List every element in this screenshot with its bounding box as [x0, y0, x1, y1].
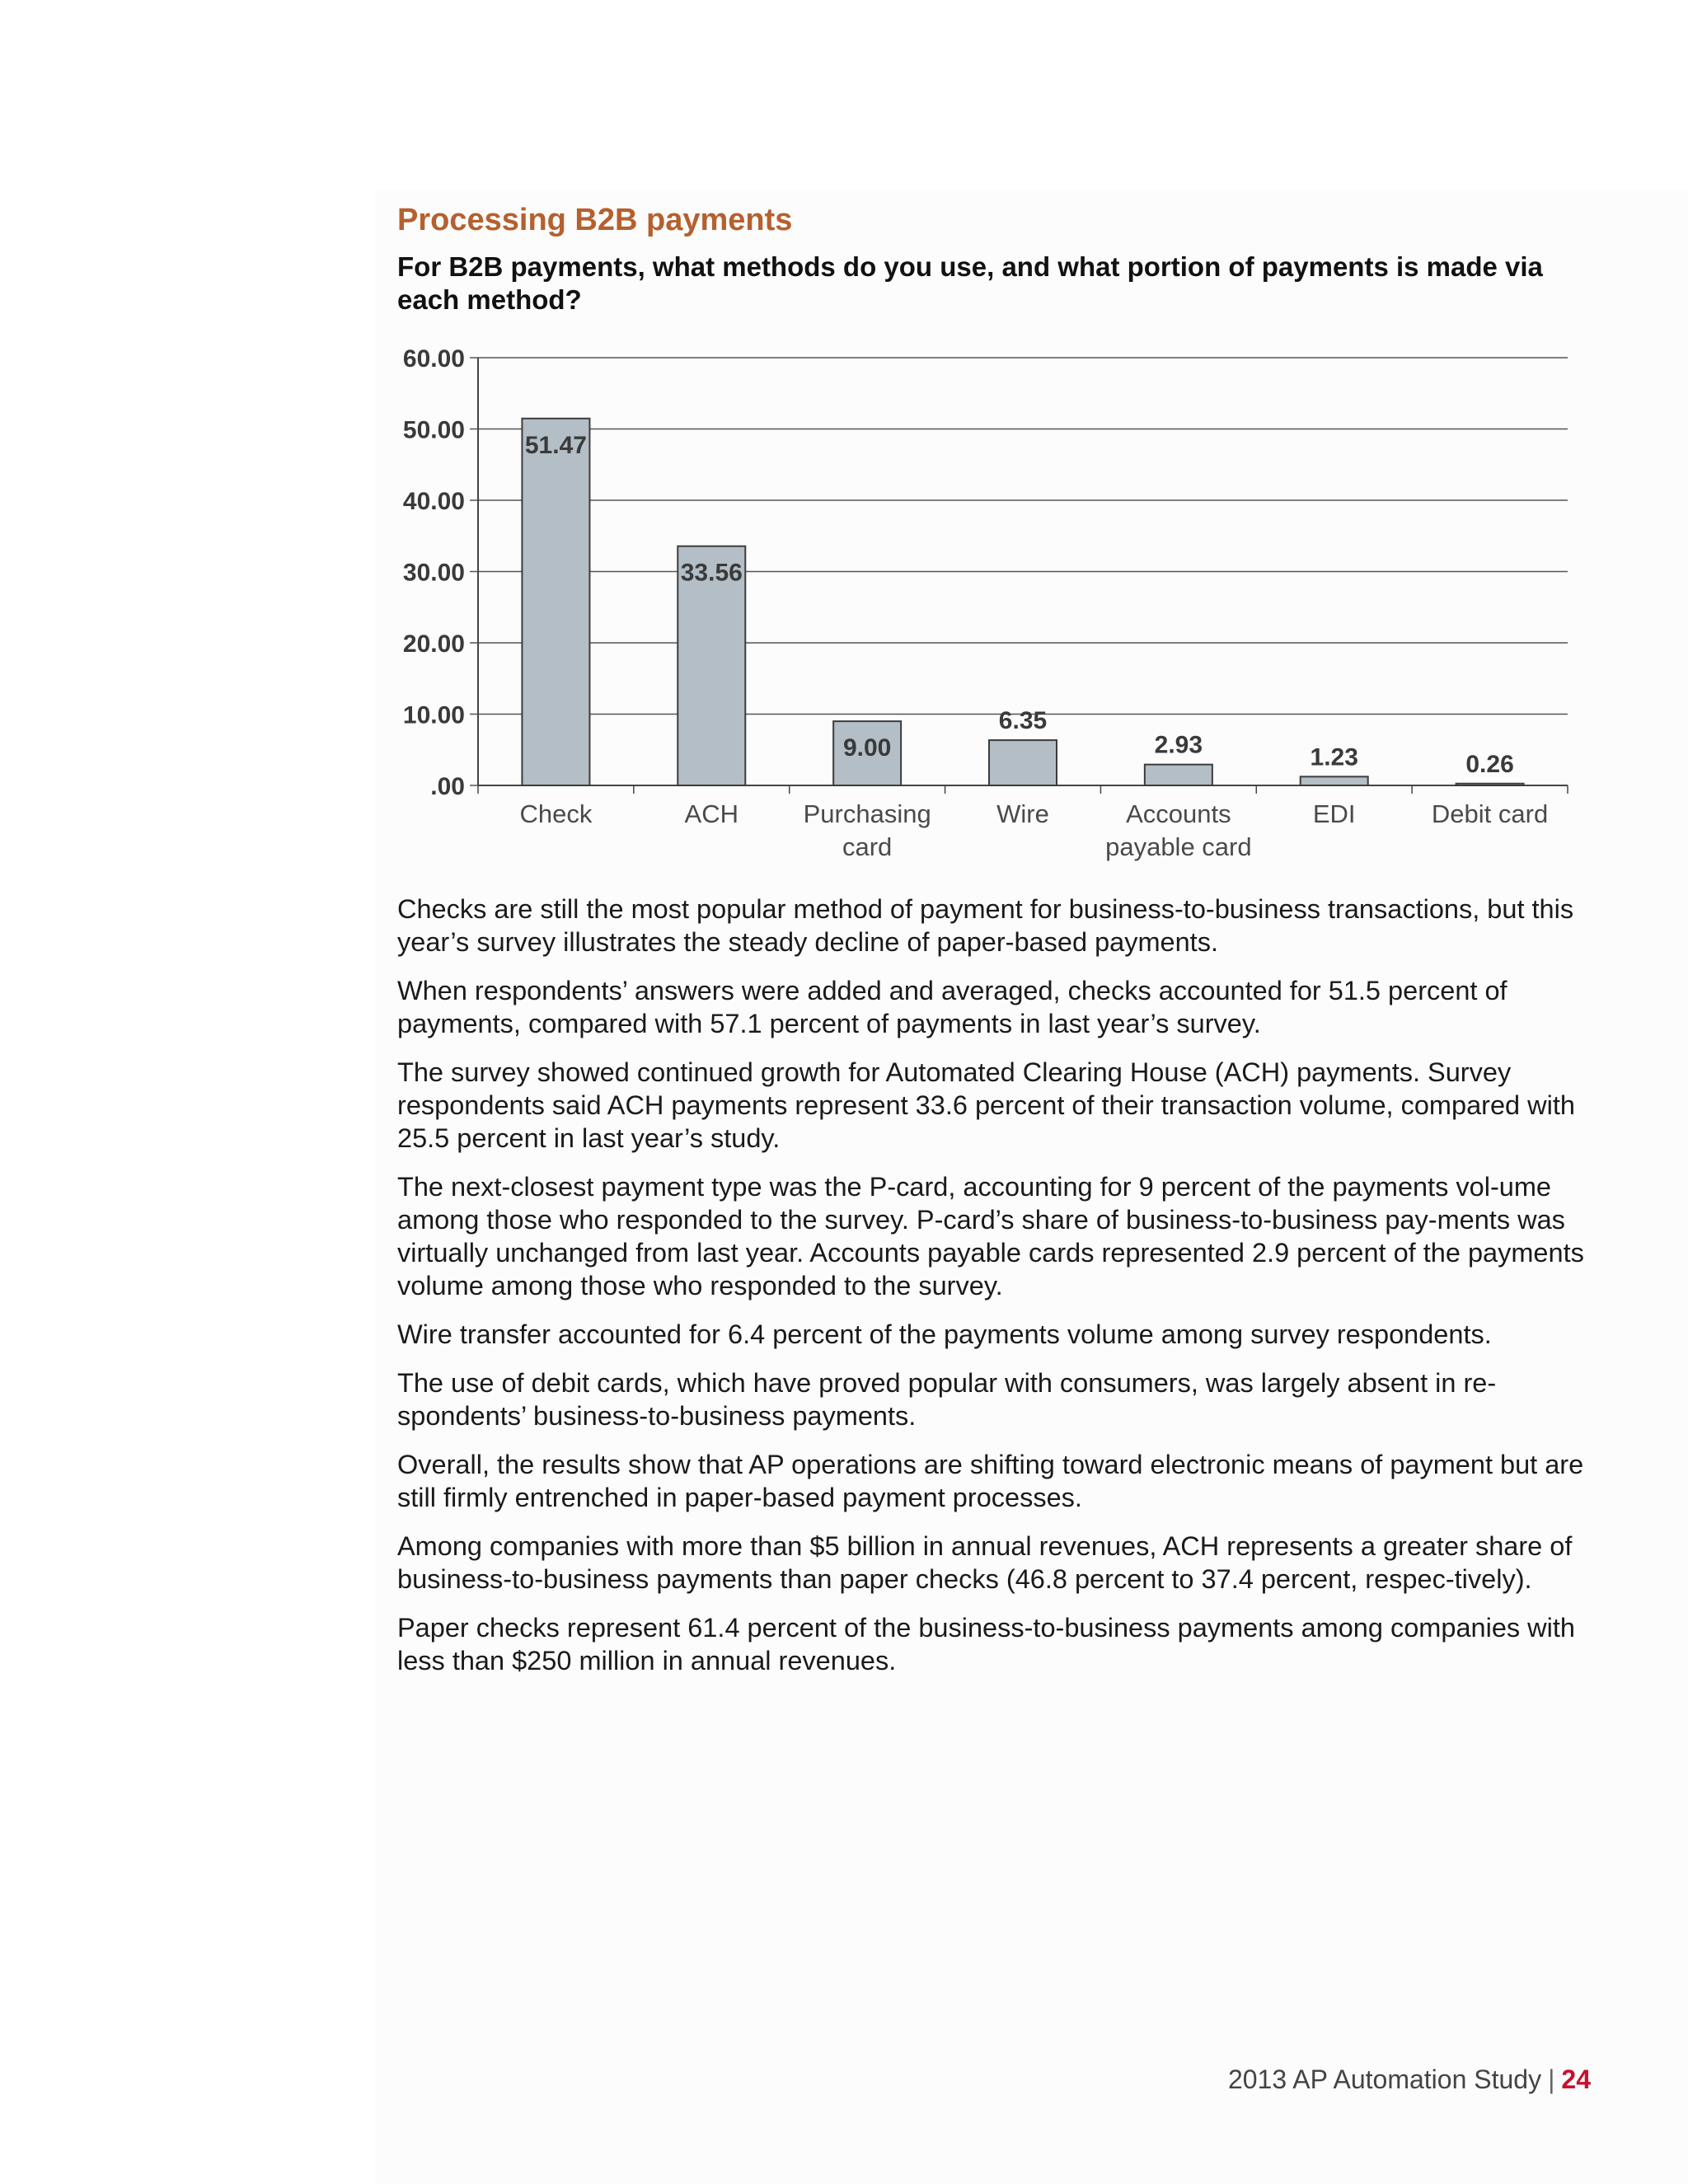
footer-separator: |	[1548, 2064, 1555, 2094]
paragraph: Checks are still the most popular method of payment for business-to-business transactions, but this year’s survey illustrates the steady decline of paper-based payments.	[397, 894, 1574, 957]
category-label: EDI	[1312, 799, 1356, 828]
data-label: 1.23	[1310, 743, 1358, 771]
category-label: Accounts	[1126, 799, 1231, 828]
data-label: 33.56	[680, 559, 743, 587]
page-footer	[1228, 2064, 1591, 2095]
bar-chart-svg	[375, 330, 1595, 882]
paragraph: Among companies with more than $5 billion in annual revenues, ACH represents a greater share of business-to-business payments than paper checks (46.8 percent to 37.4 percent, respec-tively).	[397, 1531, 1573, 1594]
paragraph: The next-closest payment type was the P-card, accounting for 9 percent of the payments vol-ume among those who responded to the survey. P-card’s share of business-to-business pay-ments was virtually unchanged from last year. Accounts payable cards represented 2.9 percent of the payments volume among those who responded to the survey.	[397, 1172, 1584, 1301]
y-tick-label: 30.00	[402, 559, 465, 587]
data-label: 51.47	[524, 431, 587, 459]
y-tick-label: 60.00	[402, 345, 465, 373]
data-label: 0.26	[1465, 750, 1514, 778]
category-label: Check	[519, 799, 593, 828]
y-tick-label: .00	[430, 773, 465, 800]
category-label: Wire	[996, 799, 1049, 828]
paragraph: The survey showed continued growth for Automated Clearing House (ACH) payments. Survey respondents said ACH payments represent 33.6 percent of their transaction volume, compared with 25.5 percent in last year’s study.	[397, 1057, 1575, 1153]
page-number: 24	[1561, 2064, 1591, 2094]
bar	[1456, 784, 1524, 785]
y-tick-label: 10.00	[402, 701, 465, 729]
body-text	[397, 893, 1592, 1693]
category-label: Purchasing	[803, 799, 931, 828]
data-label: 9.00	[842, 734, 892, 762]
bar	[1301, 776, 1368, 785]
header-block	[397, 196, 1601, 316]
y-tick-label: 40.00	[402, 488, 465, 515]
data-label: 2.93	[1154, 731, 1203, 759]
footer-study-title: 2013 AP Automation Study	[1227, 2064, 1542, 2094]
category-label: Debit card	[1431, 799, 1549, 828]
paragraph: Overall, the results show that AP operations are shifting toward electronic means of payment but are still firmly entrenched in paper-based payment processes.	[397, 1450, 1584, 1512]
bar	[989, 740, 1057, 785]
section-title: Processing B2B payments	[397, 203, 793, 237]
category-label: card	[842, 832, 893, 861]
bar	[1145, 765, 1212, 785]
bar-chart	[375, 330, 1595, 882]
data-label: 6.35	[998, 707, 1048, 735]
paragraph: When respondents’ answers were added and averaged, checks accounted for 51.5 percent of payments, compared with 57.1 percent of payments in last year’s survey.	[397, 976, 1507, 1038]
category-label: payable card	[1105, 832, 1252, 861]
y-tick-label: 50.00	[402, 416, 465, 444]
paragraph: The use of debit cards, which have proved popular with consumers, was largely absent in re-spondents’ business-to-business payments.	[397, 1368, 1497, 1431]
paragraph: Wire transfer accounted for 6.4 percent of the payments volume among survey respondents.	[397, 1319, 1492, 1349]
category-label: ACH	[684, 799, 739, 828]
bar	[522, 419, 589, 785]
paragraph: Paper checks represent 61.4 percent of the business-to-business payments among companies with less than $250 million in annual revenues.	[397, 1613, 1575, 1675]
chart-question: For B2B payments, what methods do you use, and what portion of payments is made via each method?	[397, 251, 1543, 315]
y-tick-label: 20.00	[402, 630, 465, 658]
